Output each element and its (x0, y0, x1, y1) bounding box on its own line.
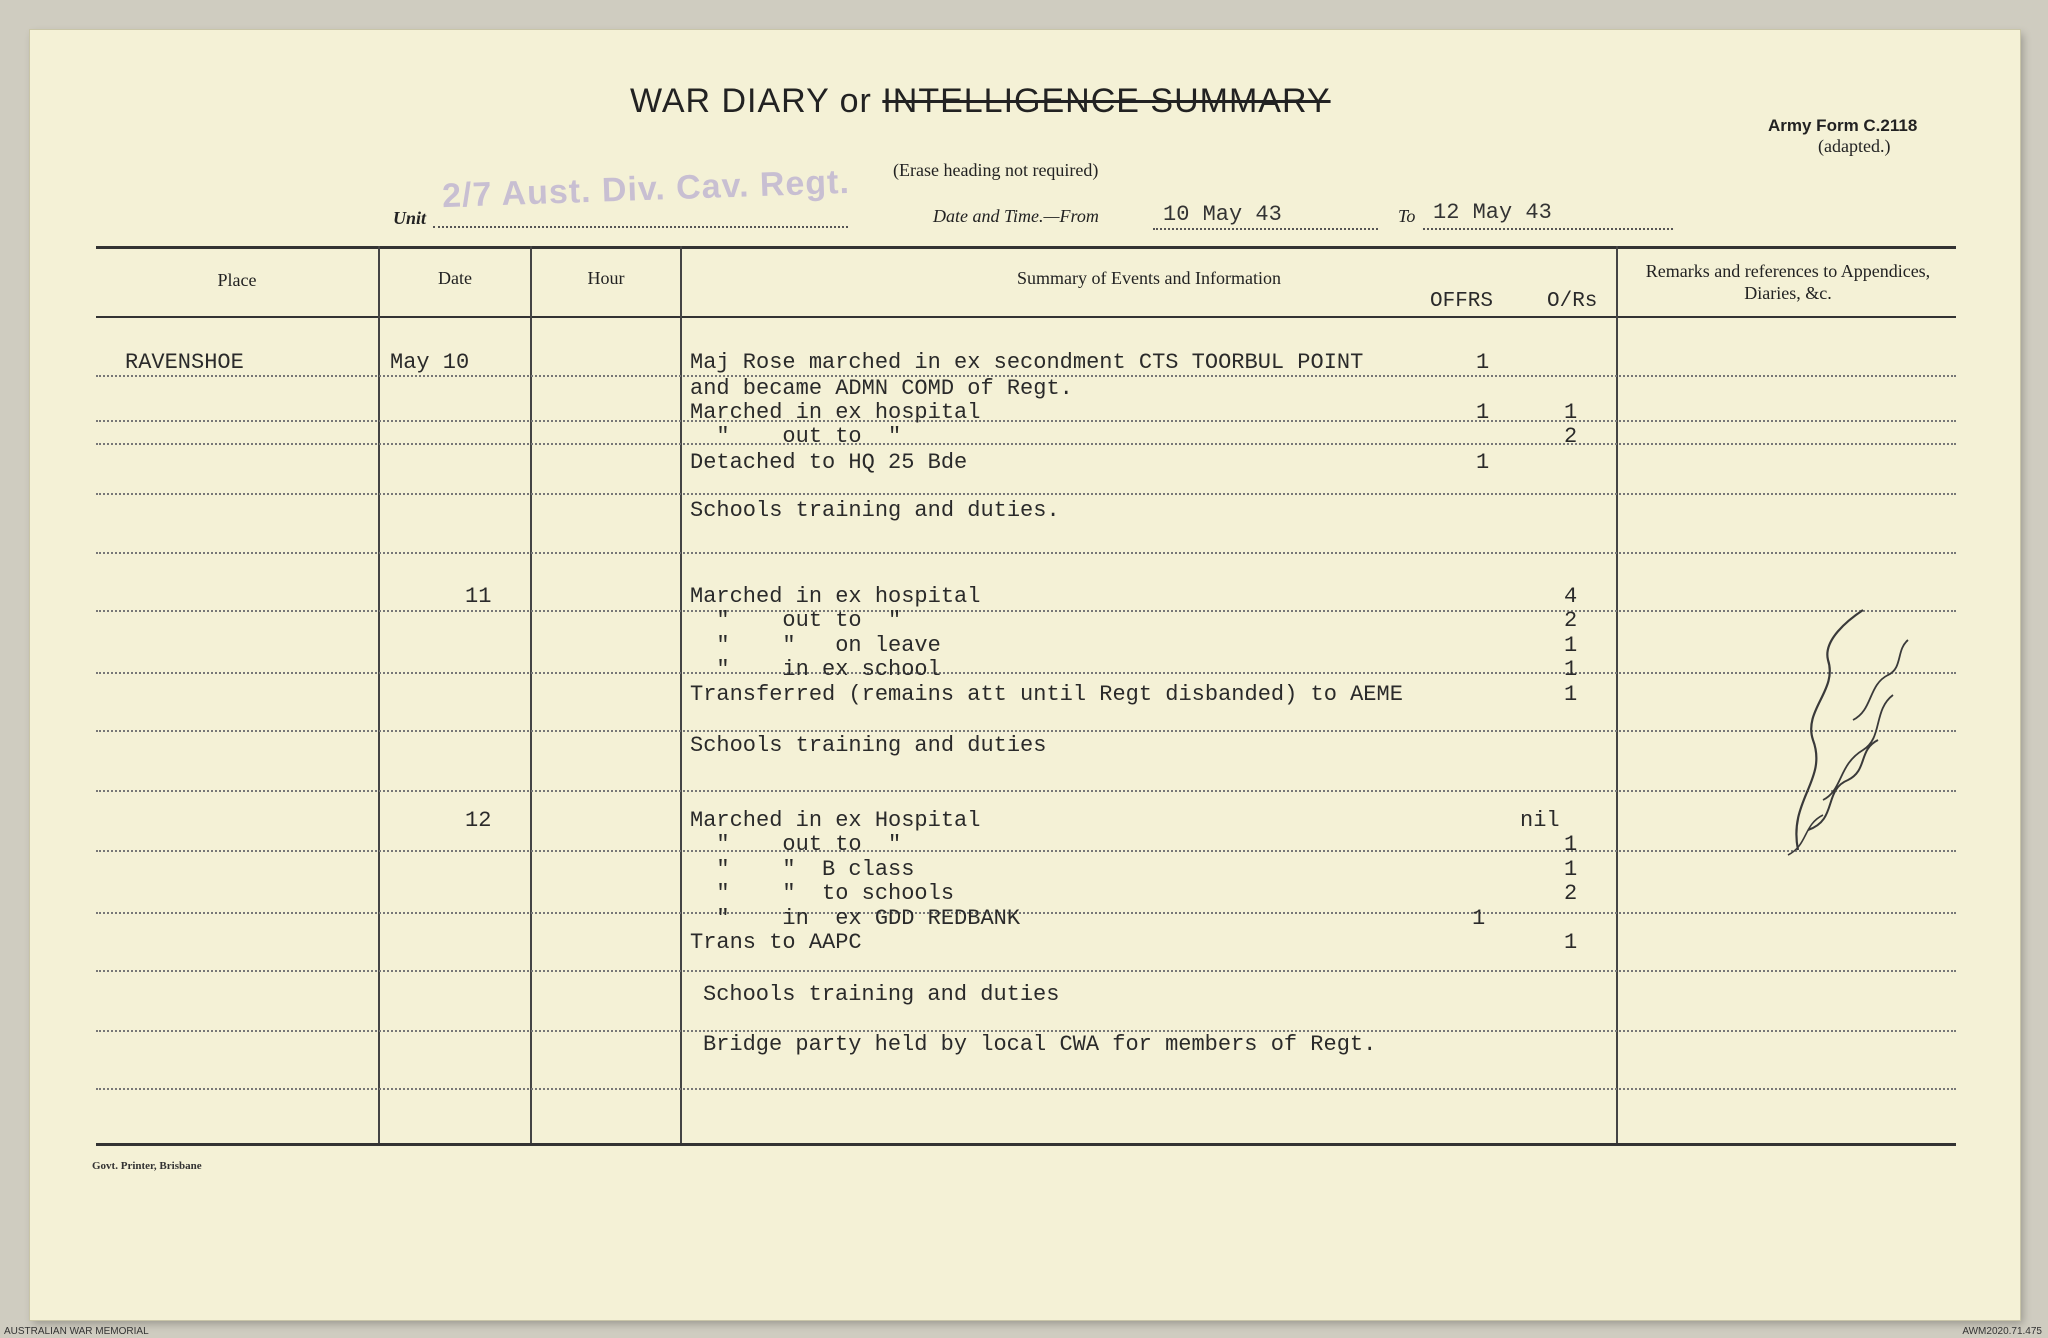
printer-imprint: Govt. Printer, Brisbane (92, 1160, 202, 1172)
ruled-line (96, 610, 1956, 612)
date-from-line (1153, 228, 1378, 230)
col-header-summary: Summary of Events and Information (1017, 268, 1281, 288)
entry-place: RAVENSHOE (125, 350, 244, 375)
entry-text: and became ADMN COMD of Regt. (690, 376, 1073, 401)
col-divider-date (530, 246, 532, 1143)
entry-ors: 2 (1564, 608, 1578, 633)
entry-text: " in ex GDD REDBANK (690, 906, 1021, 931)
ruled-line (96, 552, 1956, 554)
page-title (630, 82, 1331, 121)
entry-text: " out to " (690, 608, 902, 633)
entry-date: 11 (465, 584, 492, 609)
entry-ors: 2 (1564, 424, 1578, 449)
army-form-label: Army Form C.2118 (1768, 116, 1918, 135)
date-to-label: To (1398, 206, 1416, 226)
unit-dotted-line (433, 226, 848, 228)
col-header-offrs: OFFRS (1430, 290, 1494, 313)
entry-text: " out to " (690, 424, 902, 449)
col-divider-hour (680, 246, 682, 1143)
entry-ors: 1 (1564, 633, 1578, 658)
date-to-line (1423, 228, 1673, 230)
title-plain: WAR DIARY or (630, 82, 872, 120)
table-header-border (96, 316, 1956, 318)
unit-stamp: 2/7 Aust. Div. Cav. Regt. (441, 162, 851, 216)
ruled-line (96, 790, 1956, 792)
entry-ors: 1 (1564, 682, 1578, 707)
entry-text: " in ex school (690, 657, 941, 682)
table-bottom-border (96, 1143, 1956, 1146)
entry-date: May 10 (390, 350, 470, 375)
unit-label: Unit (393, 208, 427, 228)
entry-text: Maj Rose marched in ex secondment CTS TOORBUL POINT (690, 350, 1364, 375)
ruled-line (96, 912, 1956, 914)
ruled-line (96, 1088, 1956, 1090)
col-header-date: Date (438, 268, 472, 288)
entry-text: " out to " (690, 832, 902, 857)
entry-text: " " B class (690, 857, 915, 882)
table-top-border (96, 246, 1956, 249)
entry-text: " " on leave (690, 633, 941, 658)
entry-ors: 1 (1564, 857, 1578, 882)
entry-offrs: 1 (1476, 450, 1490, 475)
entry-text: Marched in ex hospital (690, 400, 981, 425)
entry-ors: 1 (1564, 400, 1578, 425)
col-header-hour: Hour (587, 268, 625, 288)
col-header-remarks: Remarks and references to Appendices, Diaries, &c. (1645, 261, 1931, 303)
entry-ors: 1 (1564, 930, 1578, 955)
col-divider-place (378, 246, 380, 1143)
entry-text: Transferred (remains att until Regt disbanded) to AEME (690, 682, 1403, 707)
entry-ors: 4 (1564, 584, 1578, 609)
ruled-line (96, 730, 1956, 732)
entry-text: Detached to HQ 25 Bde (690, 450, 968, 475)
ruled-line (96, 420, 1956, 422)
col-header-ors: O/Rs (1547, 290, 1598, 313)
entry-text: Trans to AAPC (690, 930, 862, 955)
entry-ors: 1 (1564, 657, 1578, 682)
date-from: 10 May 43 (1163, 202, 1282, 227)
entry-text: Schools training and duties (690, 733, 1047, 758)
ruled-line (96, 443, 1956, 445)
col-header-place: Place (217, 270, 257, 290)
entry-ors: 1 (1564, 832, 1578, 857)
ruled-line (96, 970, 1956, 972)
footer-left: AUSTRALIAN WAR MEMORIAL (4, 1326, 149, 1337)
entry-date: 12 (465, 808, 492, 833)
signature-icon (1768, 600, 1918, 870)
ruled-line (96, 493, 1956, 495)
erase-note: (Erase heading not required) (893, 160, 1099, 180)
date-time-label: Date and Time.—From (933, 206, 1099, 226)
entry-text: Marched in ex hospital (690, 584, 981, 609)
entry-ors: nil (1520, 808, 1560, 833)
ruled-line (96, 850, 1956, 852)
entry-offrs: 1 (1476, 350, 1490, 375)
entry-offrs: 1 (1472, 906, 1486, 931)
ruled-line (96, 672, 1956, 674)
entry-text: Schools training and duties. (690, 498, 1060, 523)
col-divider-summary (1616, 246, 1618, 1143)
entry-text: Bridge party held by local CWA for members of Regt. (703, 1032, 1377, 1057)
title-struck: INTELLIGENCE SUMMARY (882, 82, 1331, 120)
army-form-note: (adapted.) (1818, 136, 1891, 156)
date-to: 12 May 43 (1433, 200, 1552, 225)
entry-text: Marched in ex Hospital (690, 808, 981, 833)
entry-offrs: 1 (1476, 400, 1490, 425)
entry-ors: 2 (1564, 881, 1578, 906)
footer-right: AWM2020.71.475 (1962, 1326, 2042, 1337)
entry-text: Schools training and duties (703, 982, 1060, 1007)
entry-text: " " to schools (690, 881, 955, 906)
